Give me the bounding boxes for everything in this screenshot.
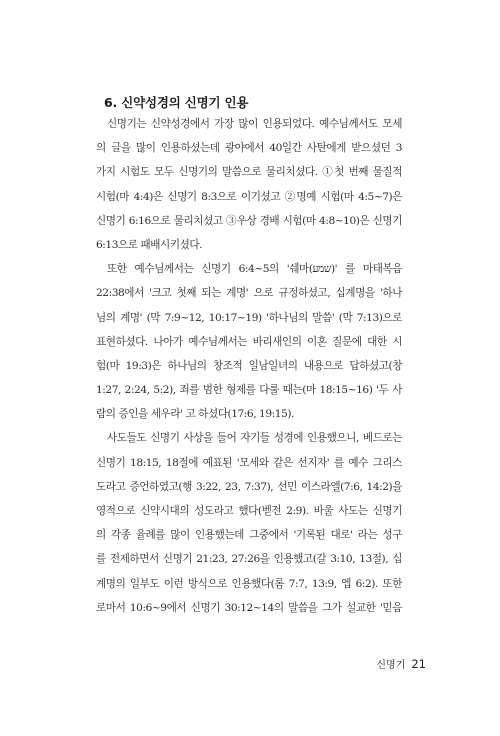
text-line: 를 전제하면서 신명기 21:23, 27:26을 인용했고(갈 3:10, 13절), 십 bbox=[96, 553, 402, 566]
text-line: 신명기 18:15, 18절에 예표된 '모세와 같은 선지자' 를 예수 그리스 bbox=[96, 456, 402, 469]
text-line: 도라고 증언하였고(행 3:22, 23, 7:37), 선민 이스라엘(7:6, 14:2)을 bbox=[96, 480, 402, 493]
text-line: 영적으로 신약시대의 성도라고 했다(벧전 2:9). 바울 사도는 신명기 bbox=[96, 505, 402, 517]
text-line: 또한 예수님께서는 신명기 6:4~5의 '쉐마(שמע)' 를 마태복음 bbox=[107, 263, 403, 276]
text-line: 22:38에서 '크고 첫째 되는 계명' 으로 규정하셨고, 십계명을 '하나 bbox=[96, 287, 402, 300]
text-line: 의 글을 많이 인용하셨는데 광야에서 40일간 사탄에게 받으셨던 3 bbox=[96, 142, 402, 155]
text-line: 1:27, 2:24, 5:2), 죄를 범한 형제를 다룰 때는(마 18:15~16) '두 사 bbox=[96, 384, 402, 397]
text-line: 험(마 19:3)은 하나님의 창조적 일남일녀의 내용으로 답하셨고(창 bbox=[96, 359, 402, 372]
text-line: 신명기 6:16으로 물리치셨고 ③우상 경배 시험(마 4:8~10)은 신명기 bbox=[96, 214, 402, 227]
text-line: 람의 증인을 세우라' 고 하셨다(17:6, 19:15). bbox=[96, 408, 294, 421]
text-line: 표현하셨다. 나아가 예수님께서는 바리새인의 이혼 질문에 대한 시 bbox=[96, 335, 402, 348]
page-number: 21 bbox=[411, 657, 426, 671]
body-text bbox=[96, 112, 402, 620]
text-line: 신명기는 신약성경에서 가장 많이 인용되었다. 예수님께서도 모세 bbox=[107, 118, 402, 130]
text-line: 6:13으로 패배시키셨다. bbox=[96, 238, 203, 251]
text-line: 님의 계명' (막 7:9~12, 10:17~19) '하나님의 말씀' (막 7:13)으로 bbox=[96, 311, 402, 324]
text-line: 계명의 일부도 이런 방식으로 인용했다(롬 7:7, 13:9, 엡 6:2). 또한 bbox=[96, 577, 402, 590]
text-line: 의 각종 율례를 많이 인용했는데 그중에서 '기록된 대로' 라는 성구 bbox=[96, 529, 402, 542]
text-line: 사도들도 신명기 사상을 들어 자기들 성경에 인용했으니, 베드로는 bbox=[107, 432, 402, 445]
page-footer bbox=[376, 656, 426, 671]
section-heading: 6. 신약성경의 신명기 인용 bbox=[104, 95, 249, 110]
text-line: 가지 시험도 모두 신명기의 말씀으로 물리치셨다. ①첫 번째 물질적 bbox=[96, 166, 402, 179]
text-line: 로마서 10:6~9에서 신명기 30:12~14의 말씀을 그가 설교한 '믿음 bbox=[96, 601, 402, 614]
running-title: 신명기 bbox=[376, 660, 406, 671]
text-line: 시험(마 4:4)은 신명기 8:3으로 이기셨고 ②명예 시험(마 4:5~7)은 bbox=[96, 190, 402, 203]
